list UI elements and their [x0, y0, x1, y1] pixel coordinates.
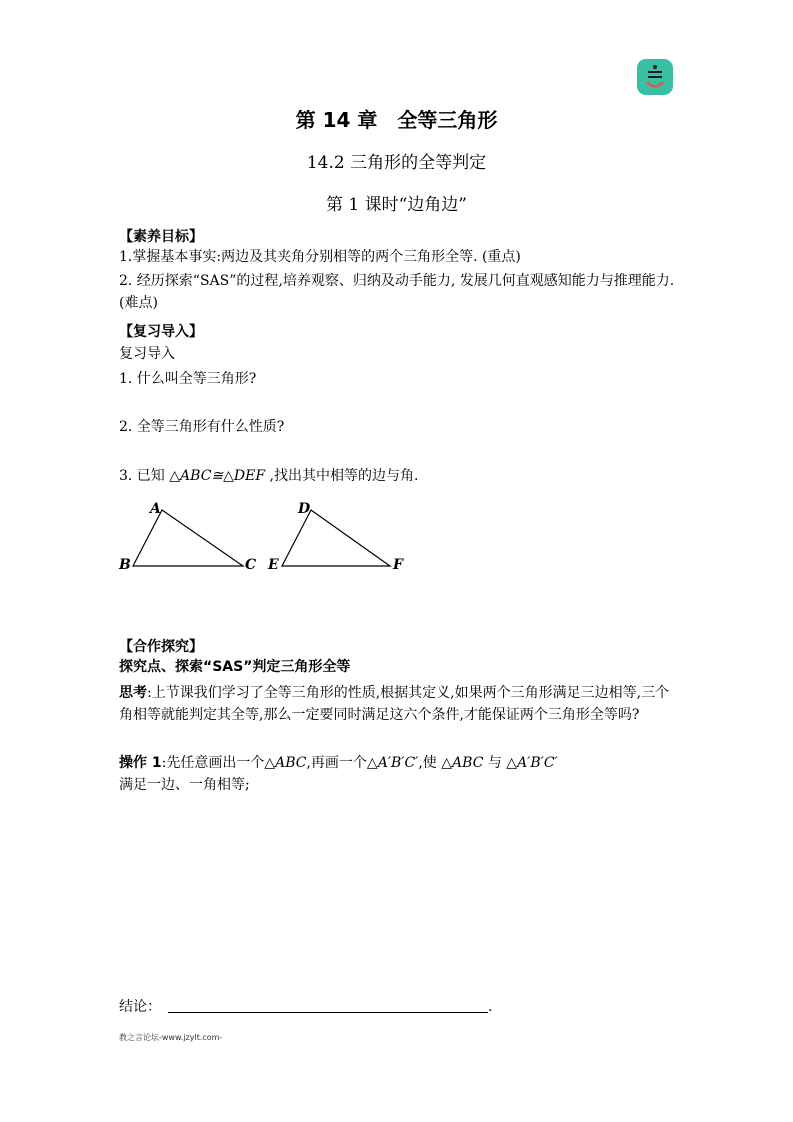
triangle-abc: [133, 510, 243, 566]
goal-item-2: 2. 经历探索“SAS”的过程,培养观察、归纳及动手能力, 发展几何直观感知能力与推理能力.(难点): [119, 273, 675, 311]
operation-label: 操作 1: [119, 755, 162, 771]
q3-prefix: 3. 已知: [119, 468, 170, 484]
q3-math: △ABC≅△DEF: [169, 468, 266, 484]
op-text-a: :先任意画出一个△: [161, 755, 276, 771]
op-math-d: A′B′C′: [517, 755, 558, 771]
op-text-b: ,再画一个△: [306, 755, 378, 771]
vertex-label-d: D: [298, 501, 311, 517]
conclusion-answer-line[interactable]: [168, 1012, 488, 1013]
triangle-def: [282, 510, 390, 566]
operation-paragraph: [119, 752, 679, 796]
op-math-b: A′B′C′: [377, 755, 419, 771]
review-question-3: [119, 465, 418, 487]
op-text-c: ,使 △: [418, 755, 453, 771]
goals-heading: 【素养目标】: [119, 229, 203, 245]
explore-heading: 【合作探究】: [119, 639, 203, 655]
section-title: 14.2 三角形的全等判定: [306, 153, 487, 173]
goal-item-1: 1.掌握基本事实:两边及其夹角分别相等的两个三角形全等. (重点): [119, 249, 521, 265]
review-heading: 【复习导入】: [119, 324, 203, 340]
think-paragraph: [119, 682, 679, 726]
op-text-d: 与 △: [483, 755, 518, 771]
lesson-title: 第 1 课时“边角边”: [325, 195, 467, 215]
review-question-2: 2. 全等三角形有什么性质?: [119, 419, 285, 435]
review-subheading: 复习导入: [119, 346, 175, 362]
op-math-a: ABC: [275, 755, 307, 771]
think-label: 思考: [119, 685, 147, 701]
vertex-label-c: C: [245, 557, 257, 573]
vertex-label-e: E: [268, 557, 279, 573]
conclusion-end: .: [488, 999, 493, 1015]
conclusion-label: 结论：: [119, 999, 161, 1015]
op-math-c: ABC: [452, 755, 484, 771]
think-text: :上节课我们学习了全等三角形的性质,根据其定义,如果两个三角形满足三边相等,三个角相等就能判定其全等,那么一定要同时满足这六个条件,才能保证两个三角形全等吗?: [119, 685, 670, 723]
footer-source: 教之言论坛-www.jzylt.com-: [119, 1033, 223, 1042]
brand-logo-icon: [637, 59, 673, 95]
chapter-title: 第 14 章 全等三角形: [295, 108, 498, 132]
vertex-label-f: F: [393, 557, 403, 573]
op-text-e: 满足一边、一角相等;: [119, 777, 250, 793]
explore-point-title: 探究点、探索“SAS”判定三角形全等: [119, 659, 351, 675]
review-question-1: 1. 什么叫全等三角形?: [119, 371, 257, 387]
vertex-label-a: A: [150, 501, 161, 517]
q3-suffix: ,找出其中相等的边与角.: [265, 468, 419, 484]
vertex-label-b: B: [119, 557, 131, 573]
